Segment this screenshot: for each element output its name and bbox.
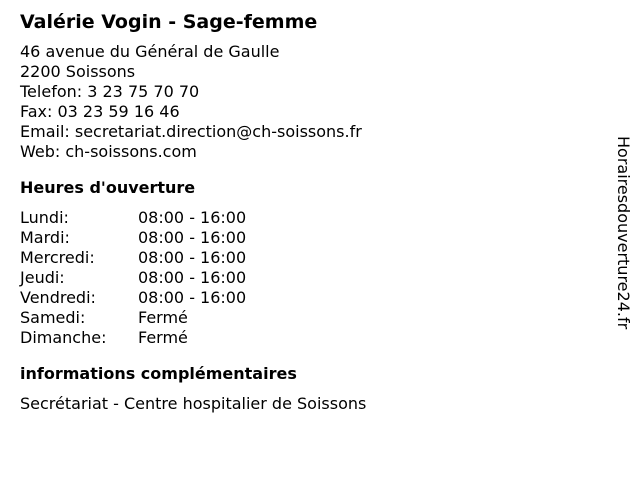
address-city: 2200 Soissons [20,62,136,81]
site-watermark-link[interactable]: Horairesdouverture24.fr [614,136,633,330]
page-title: Valérie Vogin - Sage-femme [20,11,318,33]
hours-day: Dimanche: [20,328,107,347]
hours-day: Mardi: [20,228,70,247]
additional-info-heading: informations complémentaires [20,364,297,383]
hours-time: 08:00 - 16:00 [138,248,247,267]
web-link[interactable]: Web: ch-soissons.com [20,142,197,161]
hours-time: Fermé [138,308,188,327]
hours-row [20,268,580,288]
additional-info-text: Secrétariat - Centre hospitalier de Soissons [20,394,367,413]
hours-row [20,248,580,268]
fax-number: Fax: 03 23 59 16 46 [20,102,180,121]
address-block [20,42,580,82]
hours-time: 08:00 - 16:00 [138,228,247,247]
hours-time: 08:00 - 16:00 [138,208,247,227]
address-street: 46 avenue du Général de Gaulle [20,42,280,61]
hours-day: Samedi: [20,308,86,327]
opening-hours-table [20,208,580,348]
hours-row [20,288,580,308]
contact-block [20,82,580,162]
opening-hours-heading: Heures d'ouverture [20,178,196,197]
phone-number[interactable]: Telefon: 3 23 75 70 70 [20,82,200,101]
hours-time: 08:00 - 16:00 [138,288,247,307]
hours-day: Jeudi: [20,268,65,287]
hours-day: Lundi: [20,208,69,227]
hours-row [20,228,580,248]
email-link[interactable]: Email: secretariat.direction@ch-soissons.fr [20,122,362,141]
hours-time: Fermé [138,328,188,347]
hours-row [20,308,580,328]
hours-day: Vendredi: [20,288,96,307]
hours-day: Mercredi: [20,248,95,267]
business-card [20,8,580,414]
hours-time: 08:00 - 16:00 [138,268,247,287]
hours-row [20,208,580,228]
hours-row [20,328,580,348]
